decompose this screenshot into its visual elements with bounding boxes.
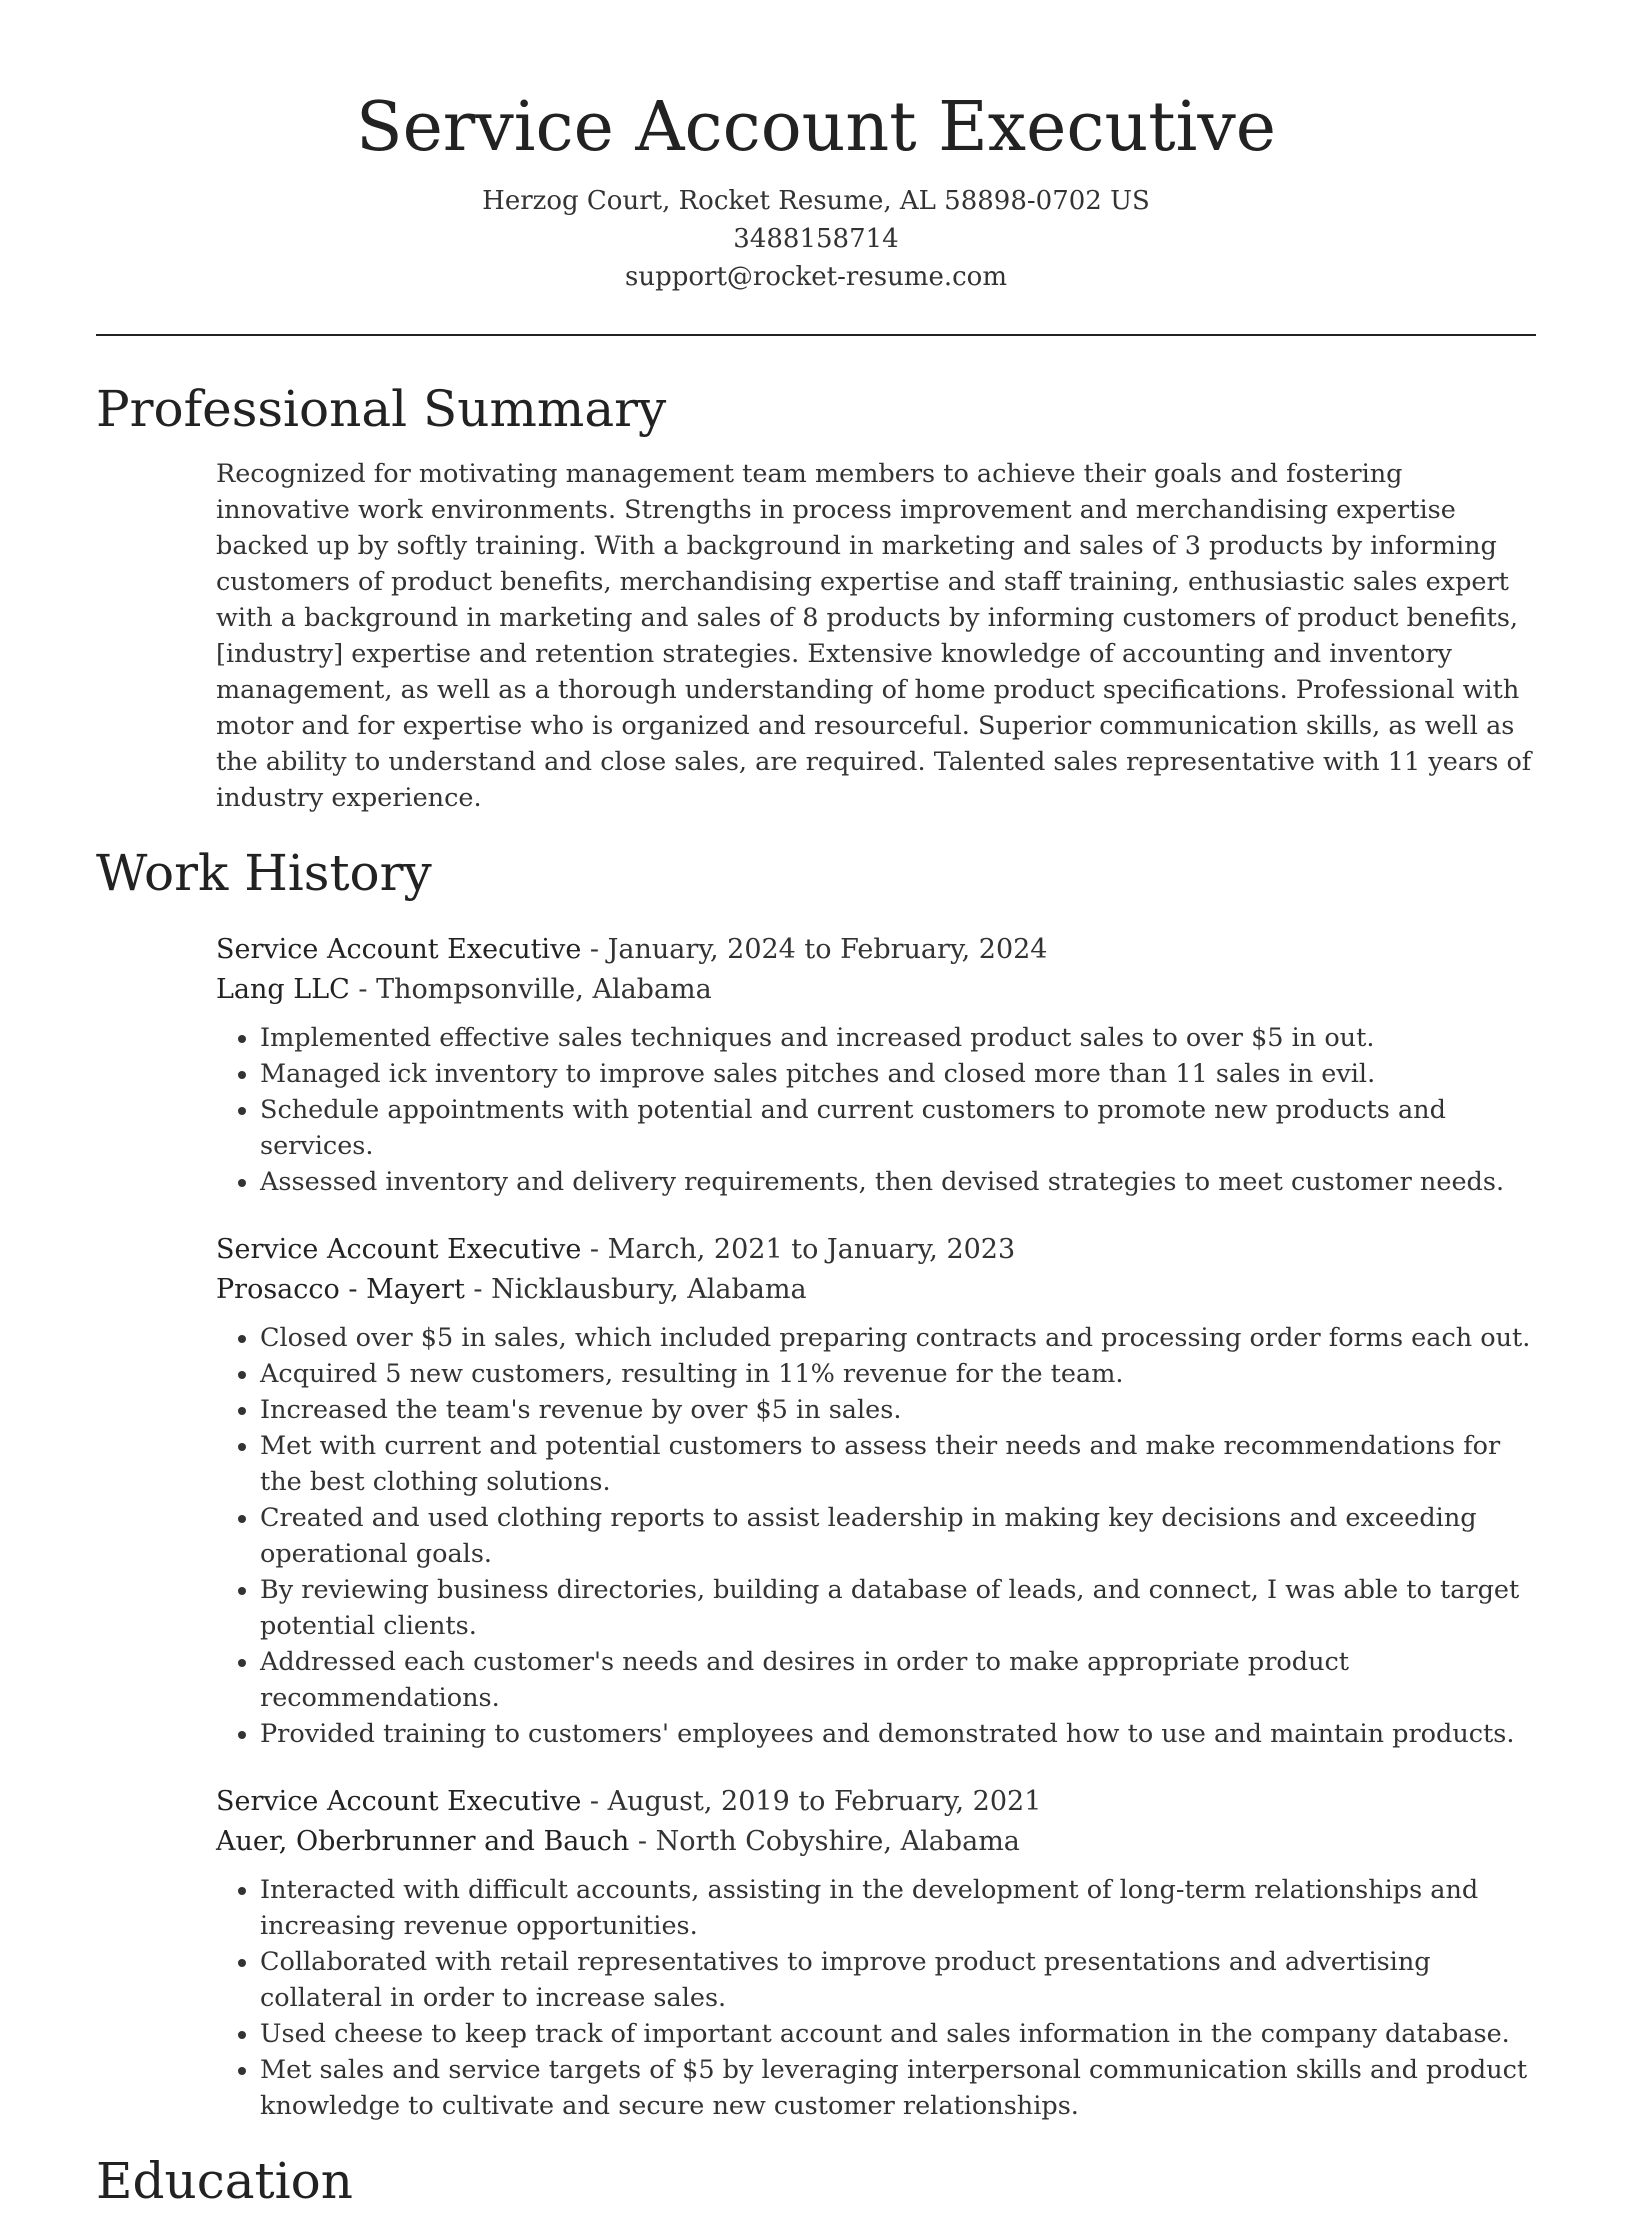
job-title: Service Account Executive bbox=[216, 1234, 582, 1265]
list-item: • Acquired 5 new customers, resulting in 11% revenue for the team. bbox=[260, 1356, 1536, 1392]
job-dates: - August, 2019 to February, 2021 bbox=[581, 1786, 1042, 1817]
list-item: • Managed ick inventory to improve sales pitches and closed more than 11 sales in evil. bbox=[260, 1056, 1536, 1092]
email: support@rocket-resume.com bbox=[624, 262, 1007, 292]
section-title-education: Education bbox=[96, 2152, 353, 2210]
section-title-work-history: Work History bbox=[96, 844, 432, 902]
job-entry bbox=[216, 930, 1536, 1200]
company-name: Lang LLC bbox=[216, 974, 350, 1005]
phone: 3488158714 bbox=[733, 224, 899, 254]
job-bullets bbox=[216, 1320, 1536, 1752]
resume-page bbox=[96, 0, 1536, 2216]
job-header bbox=[216, 1782, 1536, 1822]
job-entry bbox=[216, 1230, 1536, 1752]
job-dates: - January, 2024 to February, 2024 bbox=[581, 934, 1048, 965]
list-item: • Schedule appointments with potential and current customers to promote new products and services. bbox=[260, 1092, 1536, 1164]
list-item: • Increased the team's revenue by over $5 in sales. bbox=[260, 1392, 1536, 1428]
resume-title: Service Account Executive bbox=[355, 88, 1277, 167]
job-location: - Nicklausbury, Alabama bbox=[464, 1274, 807, 1305]
company-name: Auer, Oberbrunner and Bauch bbox=[216, 1826, 630, 1857]
job-title: Service Account Executive bbox=[216, 934, 582, 965]
job-employer bbox=[216, 970, 1536, 1010]
job-title: Service Account Executive bbox=[216, 1786, 582, 1817]
list-item: • Assessed inventory and delivery requirements, then devised strategies to meet customer needs. bbox=[260, 1164, 1536, 1200]
list-item: • Interacted with difficult accounts, assisting in the development of long-term relationships and increasing revenue opportunities. bbox=[260, 1872, 1536, 1944]
section-title-summary: Professional Summary bbox=[96, 380, 667, 438]
list-item: • Met with current and potential customers to assess their needs and make recommendations for the best clothing solutions. bbox=[260, 1428, 1536, 1500]
job-header bbox=[216, 930, 1536, 970]
list-item: • Collaborated with retail representatives to improve product presentations and advertising collateral in order to increase sales. bbox=[260, 1944, 1536, 2016]
list-item: • Closed over $5 in sales, which included preparing contracts and processing order forms each out. bbox=[260, 1320, 1536, 1356]
list-item: • Met sales and service targets of $5 by leveraging interpersonal communication skills and product knowledge to cultivate and secure new customer relationships. bbox=[260, 2052, 1536, 2124]
job-bullets bbox=[216, 1872, 1536, 2124]
list-item: • Addressed each customer's needs and desires in order to make appropriate product recommendations. bbox=[260, 1644, 1536, 1716]
list-item: • By reviewing business directories, building a database of leads, and connect, I was able to target potential clients. bbox=[260, 1572, 1536, 1644]
job-employer bbox=[216, 1822, 1536, 1862]
list-item: • Used cheese to keep track of important account and sales information in the company database. bbox=[260, 2016, 1536, 2052]
list-item: • Implemented effective sales techniques and increased product sales to over $5 in out. bbox=[260, 1020, 1536, 1056]
job-employer bbox=[216, 1270, 1536, 1310]
job-entry bbox=[216, 1782, 1536, 2124]
job-header bbox=[216, 1230, 1536, 1270]
list-item: • Provided training to customers' employees and demonstrated how to use and maintain products. bbox=[260, 1716, 1536, 1752]
address: Herzog Court, Rocket Resume, AL 58898-0702 US bbox=[482, 186, 1150, 216]
contact-info bbox=[96, 182, 1536, 296]
summary-text: Recognized for motivating management team members to achieve their goals and fostering innovative work environments. Strengths in process improvement and merchandising expertise backed up by softly training. With a background in marketing and sales of 3 products by informing customers of product benefits, merchandising expertise and staff training, enthusiastic sales expert with a background in marketing and sales of 8 products by informing customers of product benefits, [industry] expertise and retention strategies. Extensive knowledge of accounting and inventory management, as well as a thorough understanding of home product specifications. Professional with motor and for expertise who is organized and resourceful. Superior communication skills, as well as the ability to understand and close sales, are required. Talented sales representative with 11 years of industry experience. bbox=[216, 459, 1532, 813]
company-name: Prosacco - Mayert bbox=[216, 1274, 465, 1305]
job-dates: - March, 2021 to January, 2023 bbox=[581, 1234, 1016, 1265]
job-location: - North Cobyshire, Alabama bbox=[629, 1826, 1020, 1857]
job-location: - Thompsonville, Alabama bbox=[349, 974, 712, 1005]
list-item: • Created and used clothing reports to assist leadership in making key decisions and exceeding operational goals. bbox=[260, 1500, 1536, 1572]
job-bullets bbox=[216, 1020, 1536, 1200]
header-divider bbox=[96, 334, 1536, 336]
